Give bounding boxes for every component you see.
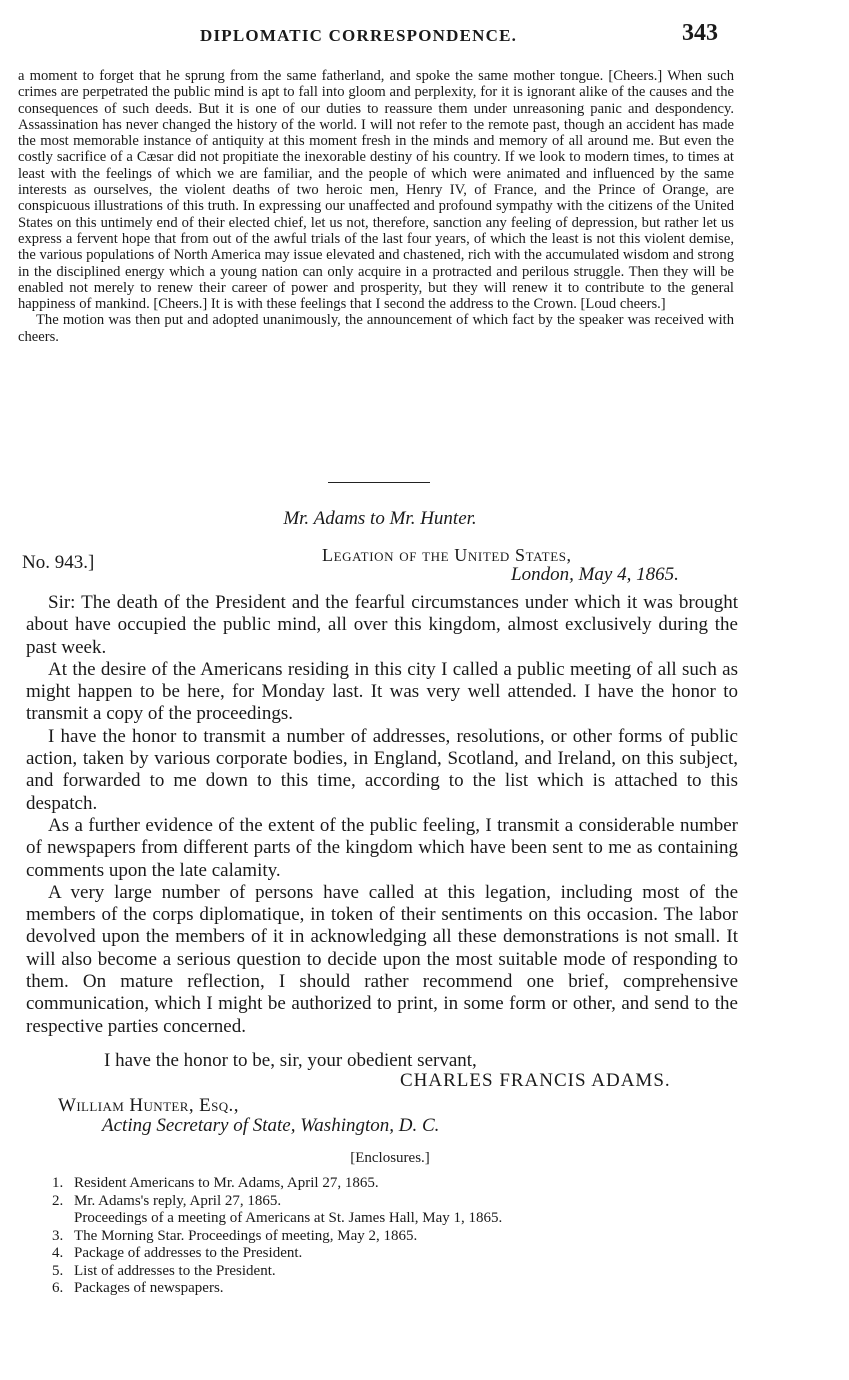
enclosure-item (52, 1263, 672, 1281)
page-number: 343 (682, 20, 718, 46)
enclosure-number: 3. (52, 1227, 64, 1244)
enclosure-text: Resident Americans to Mr. Adams, April 27, 1865. (74, 1175, 379, 1191)
legation-line: Legation of the United States, (322, 545, 572, 565)
letter-paragraph: At the desire of the Americans residing in this city I called a public meeting of all such as might happen to be here, for Monday last. It was very well attended. I have the honor to transmit a copy of the proceedings. (26, 658, 738, 725)
enclosure-number: 6. (52, 1280, 64, 1296)
dateline: London, May 4, 1865. (511, 564, 679, 585)
enclosure-text: The Morning Star. Proceedings of meeting, May 2, 1865. (74, 1227, 418, 1244)
enclosure-text: Mr. Adams's reply, April 27, 1865. (74, 1192, 282, 1209)
enclosures-heading: [Enclosures.] (350, 1150, 430, 1166)
letter-paragraph: A very large number of persons have called at this legation, including most of the members of the corps diplomatique, in token of their sentiments on this occasion. The labor devolved upon the members of it in acknowledging all these demonstrations is not small. It will also become a serious question to decide upon the most suitable mode of responding to them. On mature reflection, I should rather recommend one brief, comprehensive communication, which I might be authorized to print, in some form or other, and send to the respective parties concerned. (26, 881, 738, 1037)
enclosure-item (52, 1228, 672, 1246)
signature: CHARLES FRANCIS ADAMS. (400, 1070, 671, 1091)
enclosure-subtext: Proceedings of a meeting of Americans at St. James Hall, May 1, 1865. (74, 1210, 503, 1226)
enclosure-item (52, 1193, 672, 1228)
enclosure-number: 2. (52, 1192, 64, 1209)
enclosure-number: 1. (52, 1175, 64, 1191)
letter-closing: I have the honor to be, sir, your obedient servant, (104, 1050, 477, 1071)
enclosure-number: 4. (52, 1245, 64, 1261)
despatch-number: No. 943.] (22, 552, 95, 573)
enclosure-item (52, 1280, 672, 1298)
letter-body (26, 592, 738, 1038)
letter-heading: Mr. Adams to Mr. Hunter. (283, 508, 477, 529)
addressee-title: Acting Secretary of State, Washington, D. C. (102, 1115, 440, 1136)
speech-paragraph: a moment to forget that he sprung from the same fatherland, and spoke the same mother tongue. [Cheers.] When such crimes are perpetrated the public mind is apt to fall into gloom and perplexity, for it is ignorant alike of the causes and the consequences of such deeds. But it is one of our duties to reassure them under unreasoning panic and despondency. Assassination has never changed the history of the world. I will not refer to the remote past, though an accident has made the most memorable instance of antiquity at this moment fresh in the minds and memory of all around me. But even the costly sacrifice of a Cæsar did not propitiate the inexorable destiny of his country. If we look to modern times, to times at least with the feelings of which we are familiar, and the people of which were animated and influenced by the same interests as ourselves, the violent deaths of two heroic men, Henry IV, of France, and the Prince of Orange, are conspicuous illustrations of this truth. In expressing our unaffected and profound sympathy with the citizens of the United States on this untimely end of their elected chief, let us not, therefore, sanction any feeling of depression, but rather let us express a fervent hope that from out of the awful trials of the last four years, of which the least is not this violent demise, the various populations of North America may issue elevated and chastened, rich with the accumulated wisdom and strong in the disciplined energy which a young nation can only acquire in a protracted and perilous struggle. Then they will be enabled not merely to renew their career of power and prosperity, but they will renew it to contribute to the general happiness of mankind. [Cheers.] It is with these feelings that I second the address to the Crown. [Loud cheers.] (18, 68, 734, 313)
speech-closing-paragraph: The motion was then put and adopted unanimously, the announcement of which fact by the speaker was received with cheers. (18, 312, 734, 345)
letter-paragraph: I have the honor to transmit a number of addresses, resolutions, or other forms of public action, taken by various corporate bodies, in England, Scotland, and Ireland, on this subject, and forwarded to me down to this time, according to the list which is attached to this despatch. (26, 725, 738, 814)
enclosure-text: Package of addresses to the President. (74, 1245, 303, 1261)
enclosure-item (52, 1245, 672, 1263)
running-head (0, 20, 849, 52)
enclosure-number: 5. (52, 1262, 64, 1279)
addressee-name: William Hunter, Esq., (58, 1095, 239, 1116)
running-title: DIPLOMATIC CORRESPONDENCE. (200, 26, 518, 45)
section-divider (328, 482, 430, 483)
letter-paragraph: Sir: The death of the President and the fearful circumstances under which it was brought about have occupied the public mind, all over this kingdom, almost exclusively during the past week. (26, 592, 738, 658)
enclosure-item (52, 1175, 672, 1193)
enclosure-text: Packages of newspapers. (74, 1280, 224, 1296)
letter-paragraph: As a further evidence of the extent of the public feeling, I transmit a considerable number of newspapers from different parts of the kingdom which have been sent to me as containing comments upon the late calamity. (26, 814, 738, 881)
enclosures-list (52, 1175, 672, 1298)
continued-speech (18, 68, 734, 345)
enclosure-text: List of addresses to the President. (74, 1262, 276, 1279)
